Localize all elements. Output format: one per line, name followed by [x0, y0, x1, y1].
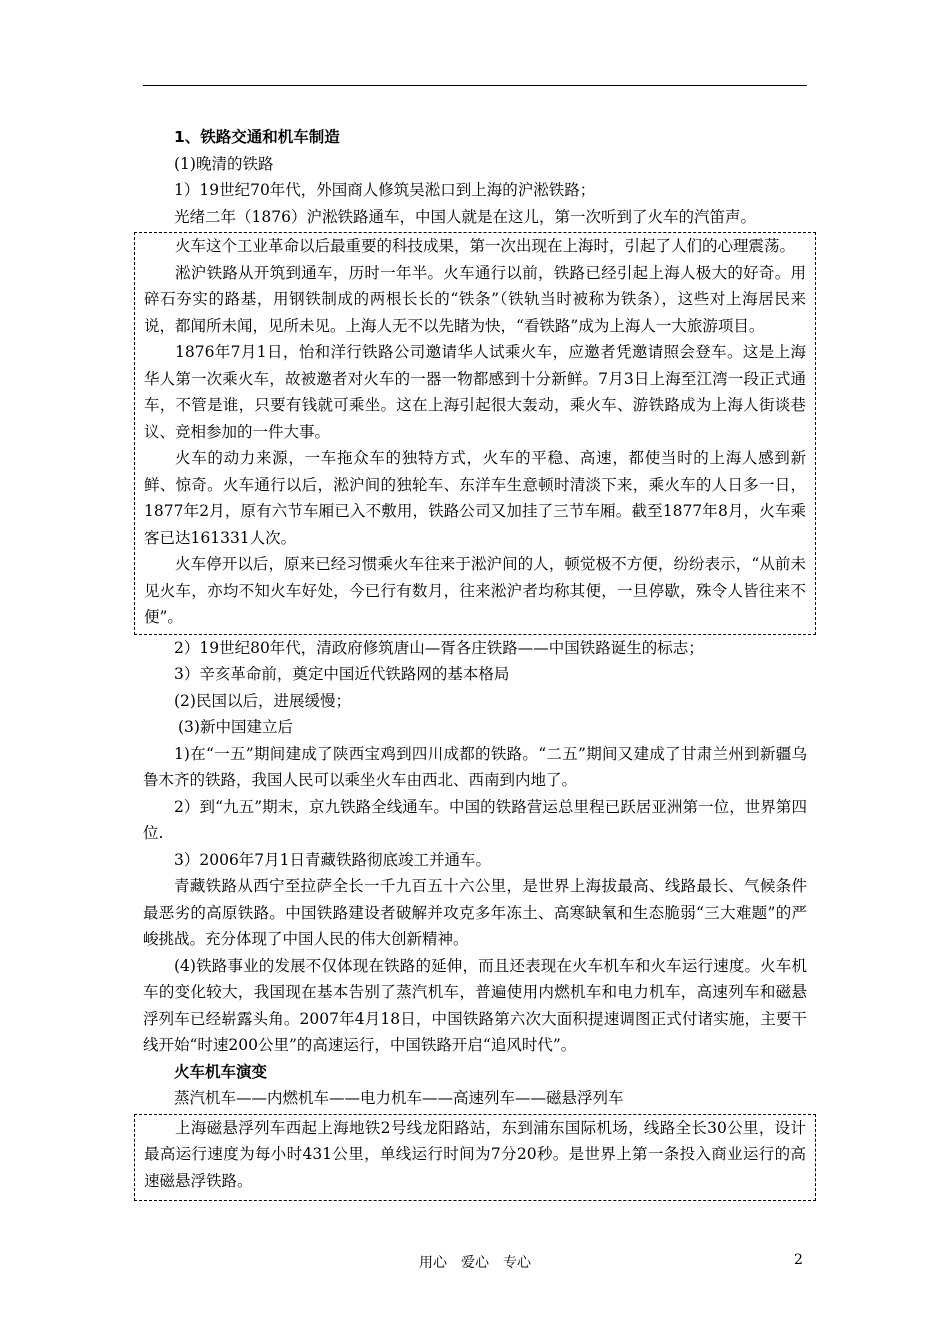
loco-sequence: 蒸汽机车——内燃机车——电力机车——高速列车——磁悬浮列车	[174, 1089, 624, 1107]
item-qingzang-opening: 3）2006年7月1日青藏铁路彻底竣工并通车。	[174, 850, 492, 869]
footer-motto: 用心 爱心 专心	[419, 1255, 531, 1271]
item-five-year-plans: 1)在“一五”期间建成了陕西宝鸡到四川成都的铁路。“二五”期间又建成了甘肃兰州到新疆乌鲁木齐的铁路，我国人民可以乘坐火车由西北、西南到内地了。	[143, 744, 807, 789]
subsection-republic: (2)民国以后，进展缓慢；	[174, 691, 351, 710]
subsection-late-qing: (1)晚清的铁路	[174, 154, 274, 173]
box-paragraph: 淞沪铁路从开筑到通车，历时一年半。火车通行以前，铁路已经引起上海人极大的好奇。用碎石夯实的路基，用钢铁制成的两根长长的“铁条”（铁轨当时被称为铁条），这些对上海居民来说，都闻所未闻，见所未见。上海人无不以先睹为快，“看铁路”成为上海人一大旅游项目。	[144, 263, 806, 335]
box-paragraph: 上海磁悬浮列车西起上海地铁2号线龙阳路站，东到浦东国际机场，线路全长30公里，设计最高运行速度为每小时431公里，单线运行时间为7分20秒。是世界上第一条投入商业运行的高速磁悬浮铁路。	[144, 1118, 806, 1190]
paragraph-qingzang: 青藏铁路从西宁至拉萨全长一千九百五十六公里，是世界上海拔最高、线路最长、气候条件最恶劣的高原铁路。中国铁路建设者破解并攻克多年冻土、高寒缺氧和生态脆弱“三大难题”的严峻挑战。充分体现了中国人民的伟大创新精神。	[143, 877, 807, 948]
section-title: 1、铁路交通和机车制造	[174, 128, 340, 146]
loco-heading: 火车机车演变	[174, 1062, 268, 1081]
item-1880s: 2）19世纪80年代，清政府修筑唐山—胥各庄铁路——中国铁路诞生的标志；	[174, 638, 704, 657]
header-rule	[143, 85, 807, 86]
item-jingjiu: 2）到“九五”期末，京九铁路全线通车。中国的铁路营运总里程已跃居亚洲第一位，世界第四位.	[143, 797, 807, 842]
item-1870s: 1）19世纪70年代，外国商人修筑吴淞口到上海的沪淞铁路；	[174, 181, 596, 199]
paragraph-guangxu: 光绪二年（1876）沪淞铁路通车，中国人就是在这儿，第一次听到了火车的汽笛声。	[174, 207, 756, 226]
box-paragraph: 火车这个工业革命以后最重要的科技成果，第一次出现在上海时，引起了人们的心理震荡。	[175, 237, 796, 255]
dashed-box-shanghai-railway	[134, 232, 816, 635]
subsection-new-china: (3)新中国建立后	[178, 718, 293, 736]
box-paragraph: 火车的动力来源，一车拖众车的独特方式，火车的平稳、高速，都使当时的上海人感到新鲜、惊奇。火车通行以后，淞沪间的独轮车、东洋车生意顿时清淡下来，乘火车的人日多一日，1877年2月，原有六节车厢已入不敷用，铁路公司又加挂了三节车厢。截至1877年8月，火车乘客已达161331人次。	[144, 449, 806, 547]
document-body	[143, 124, 807, 1201]
page-footer	[0, 1252, 950, 1272]
box-paragraph: 火车停开以后，原来已经习惯乘火车往来于淞沪间的人，顿觉极不方便，纷纷表示，“从前未见火车，亦均不知火车好处，今已行有数月，往来淞沪者均称其便，一旦停歇，殊令人皆往来不便”。	[144, 555, 806, 626]
box-paragraph: 1876年7月1日，怡和洋行铁路公司邀请华人试乘火车，应邀者凭邀请照会登车。这是上海华人第一次乘火车，故被邀者对火车的一器一物都感到十分新鲜。7月3日上海至江湾一段正式通车，不管是谁，只要有钱就可乘坐。这在上海引起很大轰动，乘火车、游铁路成为上海人街谈巷议、竞相参加的一件大事。	[144, 343, 806, 441]
page-number: 2	[794, 1252, 803, 1268]
item-pre-revolution: 3）辛亥革命前，奠定中国近代铁路网的基本格局	[174, 665, 510, 683]
subsection-development: (4)铁路事业的发展不仅体现在铁路的延伸，而且还表现在火车机车和火车运行速度。火车机车的变化较大，我国现在基本告别了蒸汽机车，普遍使用内燃机车和电力机车，高速列车和磁悬浮列车已经崭露头角。2007年4月18日，中国铁路第六次大面积提速调图正式付诸实施，主要干线开始“时速200公里”的高速运行，中国铁路开启“追风时代”。	[143, 956, 807, 1054]
dashed-box-maglev	[134, 1114, 816, 1202]
